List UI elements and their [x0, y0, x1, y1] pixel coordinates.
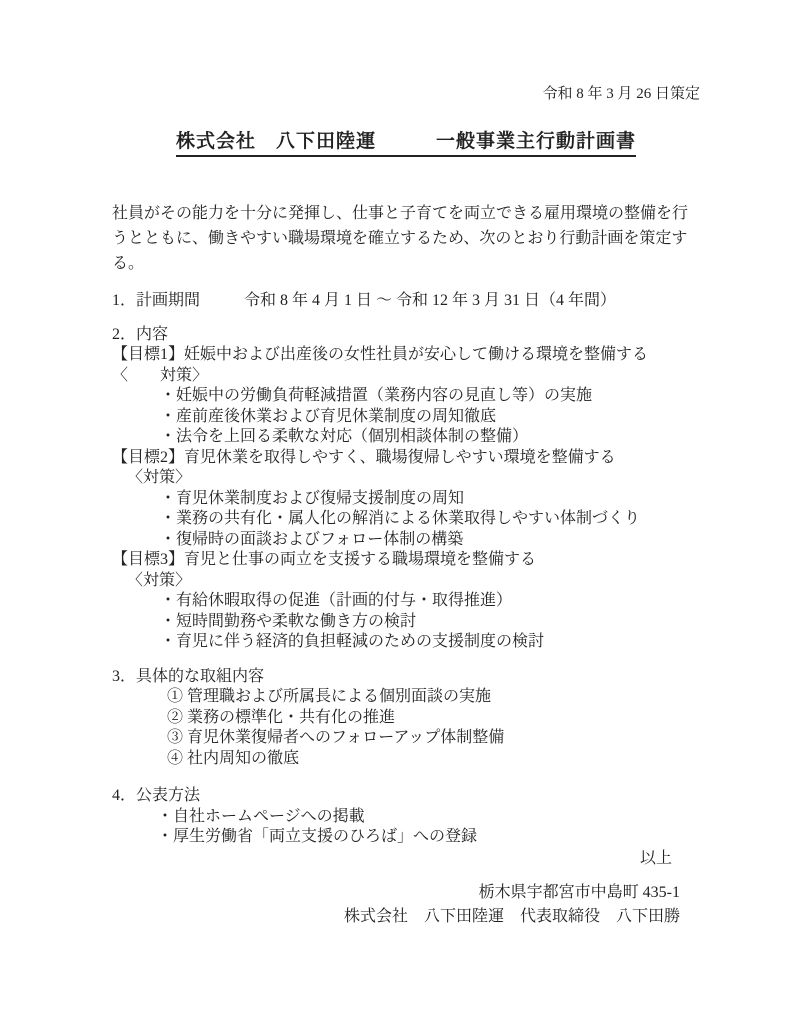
goal-3-heading: 【目標3】育児と仕事の両立を支援する職場環境を整備する: [112, 551, 537, 568]
goal-block-2: [112, 448, 700, 551]
goal-1-heading: 【目標1】妊娠中および出産後の女性社員が安心して働ける環境を整備する: [112, 346, 649, 363]
publication-bullet: ・厚生労働省「両立支援のひろば」への登録: [157, 828, 478, 845]
closing-ijou: 以上: [639, 849, 672, 867]
section-contents: [112, 325, 700, 653]
goal-3-measures-label: 〈対策〉: [127, 571, 192, 589]
goal-1-bullet: ・産前産後休業および育児休業制度の周知徹底: [160, 407, 497, 425]
footer-company-line: 株式会社 八下田陸運 代表取締役 八下田勝: [343, 908, 680, 925]
publication-bullet: ・自社ホームページへの掲載: [157, 807, 365, 825]
goal-block-3: [112, 550, 700, 653]
goal-1-bullet: ・妊娠中の労働負荷軽減措置（業務内容の見直し等）の実施: [160, 387, 593, 404]
intro-paragraph-line: る。: [112, 255, 145, 272]
initiative-item-4: ④ 社内周知の徹底: [167, 749, 300, 767]
initiative-item-3: ③ 育児休業復帰者へのフォローアップ体制整備: [167, 729, 505, 746]
section-2-heading: 2．内容: [112, 325, 169, 343]
footer-address: 栃木県宇都宮市中島町 435-1: [478, 884, 680, 901]
date-line: 令和 8 年 3 月 26 日策定: [542, 86, 700, 102]
goal-3-bullet: ・育児に伴う経済的負担軽減のための支援制度の検討: [160, 633, 545, 650]
section-3-heading: 3．具体的な取組内容: [112, 667, 265, 685]
goal-2-bullet: ・育児休業制度および復帰支援制度の周知: [160, 489, 465, 507]
section-4-heading: 4．公表方法: [112, 787, 201, 804]
intro-paragraph-line: 社員がその能力を十分に発揮し、仕事と子育てを両立できる雇用環境の整備を行: [112, 205, 689, 222]
goal-2-bullet: ・復帰時の面談およびフォロー体制の構築: [160, 530, 464, 548]
goal-3-bullet: ・有給休暇取得の促進（計画的付与・取得推進）: [160, 592, 513, 609]
initiative-item-2: ② 業務の標準化・共有化の推進: [167, 708, 396, 726]
document-title: 株式会社 八下田陸運 一般事業主行動計画書: [176, 126, 636, 157]
section-1-period-value: 令和 8 年 4 月 1 日 ～ 令和 12 年 3 月 31 日（4 年間）: [244, 292, 617, 309]
goal-1-measures-label: 〈 対策〉: [112, 366, 209, 384]
goal-1-bullet: ・法令を上回る柔軟な対応（個別相談体制の整備）: [160, 428, 529, 445]
intro-paragraph: [112, 201, 700, 276]
goal-2-measures-label: 〈対策〉: [127, 469, 192, 486]
section-1-label: 1．計画期間: [112, 292, 201, 309]
initiative-item-1: ① 管理職および所属長による個別面談の実施: [167, 688, 492, 705]
title-row: [112, 126, 700, 157]
goal-2-bullet: ・業務の共有化・属人化の解消による休業取得しやすい体制づくり: [160, 510, 641, 527]
goal-2-heading: 【目標2】育児休業を取得しやすく、職場復帰しやすい環境を整備する: [112, 448, 616, 466]
intro-paragraph-line: うとともに、働きやすい職場環境を確立するため、次のとおり行動計画を策定す: [112, 230, 688, 247]
goal-block-1: [112, 345, 700, 448]
goal-3-bullet: ・短時間勤務や柔軟な働き方の検討: [160, 612, 417, 630]
section-publication: [112, 786, 700, 848]
footer-signature-block: [112, 881, 700, 929]
section-initiatives: [112, 667, 700, 770]
section-plan-period: [112, 291, 700, 312]
